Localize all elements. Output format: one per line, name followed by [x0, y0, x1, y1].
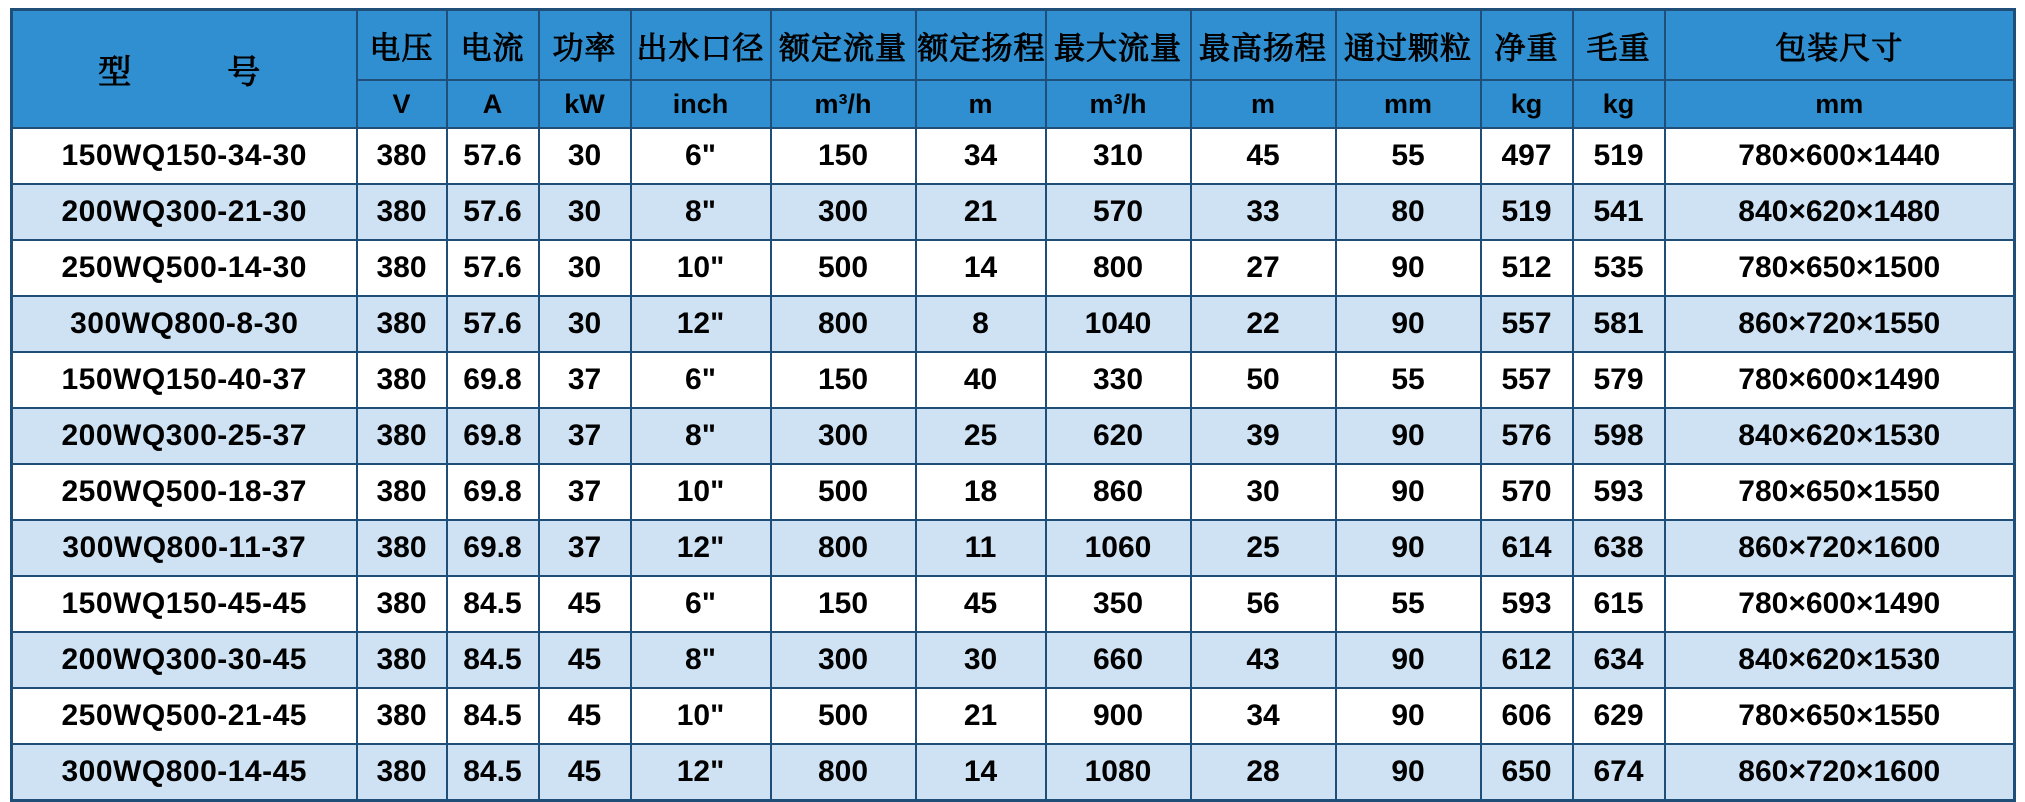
- table-cell: 34: [916, 128, 1046, 184]
- table-cell: 21: [916, 688, 1046, 744]
- table-row: [12, 240, 2015, 296]
- table-cell: 69.8: [447, 408, 539, 464]
- table-cell: 300: [771, 632, 916, 688]
- table-header: [12, 10, 2015, 129]
- table-cell: 380: [357, 296, 447, 352]
- table-cell: 12": [631, 296, 771, 352]
- table-cell: 800: [1046, 240, 1191, 296]
- table-cell: 860×720×1600: [1665, 744, 2015, 801]
- table-cell: 780×650×1550: [1665, 688, 2015, 744]
- column-header-current: 电流: [447, 10, 539, 81]
- table-cell: 380: [357, 240, 447, 296]
- table-cell: 780×600×1440: [1665, 128, 2015, 184]
- table-cell: 55: [1336, 128, 1481, 184]
- column-header-package-size: 包装尺寸: [1665, 10, 2015, 81]
- table-cell: 860×720×1550: [1665, 296, 2015, 352]
- table-cell: 612: [1481, 632, 1573, 688]
- pump-specification-table: [10, 8, 2016, 802]
- table-cell: 21: [916, 184, 1046, 240]
- unit-header-rated-head: m: [916, 80, 1046, 128]
- table-cell: 40: [916, 352, 1046, 408]
- unit-header-voltage: V: [357, 80, 447, 128]
- table-cell: 50: [1191, 352, 1336, 408]
- table-cell: 497: [1481, 128, 1573, 184]
- table-cell: 90: [1336, 520, 1481, 576]
- table-cell: 57.6: [447, 184, 539, 240]
- table-cell: 380: [357, 688, 447, 744]
- table-cell: 37: [539, 408, 631, 464]
- table-cell: 674: [1573, 744, 1665, 801]
- table-cell: 84.5: [447, 688, 539, 744]
- table-row: [12, 408, 2015, 464]
- table-row: [12, 296, 2015, 352]
- table-cell: 860: [1046, 464, 1191, 520]
- table-cell: 6": [631, 352, 771, 408]
- table-row: [12, 184, 2015, 240]
- table-cell: 800: [771, 296, 916, 352]
- cell-model: 150WQ150-45-45: [12, 576, 357, 632]
- table-cell: 34: [1191, 688, 1336, 744]
- table-cell: 593: [1573, 464, 1665, 520]
- cell-model: 300WQ800-14-45: [12, 744, 357, 801]
- table-cell: 380: [357, 128, 447, 184]
- table-cell: 380: [357, 408, 447, 464]
- column-header-particle-size: 通过颗粒: [1336, 10, 1481, 81]
- table-cell: 33: [1191, 184, 1336, 240]
- table-cell: 37: [539, 520, 631, 576]
- table-cell: 780×600×1490: [1665, 576, 2015, 632]
- unit-header-particle-size: mm: [1336, 80, 1481, 128]
- table-cell: 614: [1481, 520, 1573, 576]
- table-cell: 840×620×1530: [1665, 632, 2015, 688]
- table-cell: 860×720×1600: [1665, 520, 2015, 576]
- table-cell: 557: [1481, 352, 1573, 408]
- table-header-row-main: [12, 10, 2015, 81]
- table-cell: 900: [1046, 688, 1191, 744]
- table-cell: 69.8: [447, 352, 539, 408]
- cell-model: 150WQ150-40-37: [12, 352, 357, 408]
- table-cell: 8": [631, 408, 771, 464]
- column-header-gross-weight: 毛重: [1573, 10, 1665, 81]
- unit-header-power: kW: [539, 80, 631, 128]
- column-header-power: 功率: [539, 10, 631, 81]
- column-header-max-head: 最高扬程: [1191, 10, 1336, 81]
- table-cell: 11: [916, 520, 1046, 576]
- table-cell: 780×650×1500: [1665, 240, 2015, 296]
- table-cell: 45: [539, 576, 631, 632]
- table-cell: 84.5: [447, 576, 539, 632]
- table-cell: 1060: [1046, 520, 1191, 576]
- table-cell: 37: [539, 464, 631, 520]
- cell-model: 150WQ150-34-30: [12, 128, 357, 184]
- cell-model: 200WQ300-25-37: [12, 408, 357, 464]
- unit-header-current: A: [447, 80, 539, 128]
- unit-header-net-weight: kg: [1481, 80, 1573, 128]
- table-cell: 310: [1046, 128, 1191, 184]
- table-cell: 1080: [1046, 744, 1191, 801]
- table-cell: 8": [631, 632, 771, 688]
- table-cell: 30: [539, 240, 631, 296]
- table-row: [12, 520, 2015, 576]
- table-cell: 535: [1573, 240, 1665, 296]
- table-cell: 30: [916, 632, 1046, 688]
- table-body: [12, 128, 2015, 801]
- table-cell: 25: [1191, 520, 1336, 576]
- table-cell: 55: [1336, 352, 1481, 408]
- table-cell: 25: [916, 408, 1046, 464]
- table-cell: 28: [1191, 744, 1336, 801]
- table-row: [12, 352, 2015, 408]
- unit-header-max-head: m: [1191, 80, 1336, 128]
- table-cell: 593: [1481, 576, 1573, 632]
- table-cell: 30: [1191, 464, 1336, 520]
- table-cell: 380: [357, 632, 447, 688]
- table-cell: 55: [1336, 576, 1481, 632]
- table-cell: 6": [631, 576, 771, 632]
- table-cell: 90: [1336, 296, 1481, 352]
- table-cell: 300: [771, 184, 916, 240]
- table-cell: 570: [1481, 464, 1573, 520]
- table-row: [12, 744, 2015, 801]
- table-cell: 45: [539, 688, 631, 744]
- table-cell: 620: [1046, 408, 1191, 464]
- table-cell: 576: [1481, 408, 1573, 464]
- table-cell: 638: [1573, 520, 1665, 576]
- table-cell: 350: [1046, 576, 1191, 632]
- table-cell: 840×620×1480: [1665, 184, 2015, 240]
- cell-model: 250WQ500-18-37: [12, 464, 357, 520]
- column-header-outlet-diameter: 出水口径: [631, 10, 771, 81]
- table-cell: 57.6: [447, 240, 539, 296]
- column-header-model: 型 号: [12, 10, 357, 129]
- table-cell: 780×600×1490: [1665, 352, 2015, 408]
- table-cell: 90: [1336, 632, 1481, 688]
- table-cell: 500: [771, 464, 916, 520]
- table-cell: 598: [1573, 408, 1665, 464]
- table-cell: 90: [1336, 408, 1481, 464]
- table-cell: 380: [357, 744, 447, 801]
- table-cell: 45: [916, 576, 1046, 632]
- table-row: [12, 576, 2015, 632]
- table-cell: 43: [1191, 632, 1336, 688]
- table-cell: 579: [1573, 352, 1665, 408]
- table-cell: 8: [916, 296, 1046, 352]
- table-cell: 1040: [1046, 296, 1191, 352]
- table-cell: 150: [771, 352, 916, 408]
- table-cell: 39: [1191, 408, 1336, 464]
- table-cell: 800: [771, 744, 916, 801]
- table-cell: 69.8: [447, 464, 539, 520]
- cell-model: 300WQ800-8-30: [12, 296, 357, 352]
- table-cell: 22: [1191, 296, 1336, 352]
- table-cell: 780×650×1550: [1665, 464, 2015, 520]
- table-cell: 541: [1573, 184, 1665, 240]
- table-row: [12, 128, 2015, 184]
- table-cell: 615: [1573, 576, 1665, 632]
- column-header-net-weight: 净重: [1481, 10, 1573, 81]
- table-cell: 90: [1336, 744, 1481, 801]
- table-cell: 6": [631, 128, 771, 184]
- table-cell: 8": [631, 184, 771, 240]
- column-header-rated-flow: 额定流量: [771, 10, 916, 81]
- table-cell: 380: [357, 464, 447, 520]
- table-cell: 519: [1573, 128, 1665, 184]
- column-header-rated-head: 额定扬程: [916, 10, 1046, 81]
- table-cell: 606: [1481, 688, 1573, 744]
- unit-header-outlet-diameter: inch: [631, 80, 771, 128]
- unit-header-gross-weight: kg: [1573, 80, 1665, 128]
- table-cell: 557: [1481, 296, 1573, 352]
- table-cell: 90: [1336, 688, 1481, 744]
- table-cell: 800: [771, 520, 916, 576]
- table-cell: 56: [1191, 576, 1336, 632]
- cell-model: 300WQ800-11-37: [12, 520, 357, 576]
- table-row: [12, 632, 2015, 688]
- table-cell: 10": [631, 240, 771, 296]
- unit-header-package-size: mm: [1665, 80, 2015, 128]
- table-cell: 84.5: [447, 632, 539, 688]
- table-cell: 18: [916, 464, 1046, 520]
- table-cell: 45: [1191, 128, 1336, 184]
- table-cell: 512: [1481, 240, 1573, 296]
- table-cell: 90: [1336, 240, 1481, 296]
- table-cell: 12": [631, 520, 771, 576]
- table-cell: 500: [771, 688, 916, 744]
- cell-model: 250WQ500-14-30: [12, 240, 357, 296]
- table-cell: 840×620×1530: [1665, 408, 2015, 464]
- table-cell: 634: [1573, 632, 1665, 688]
- table-cell: 37: [539, 352, 631, 408]
- table-cell: 330: [1046, 352, 1191, 408]
- table-cell: 30: [539, 128, 631, 184]
- cell-model: 250WQ500-21-45: [12, 688, 357, 744]
- table-cell: 10": [631, 464, 771, 520]
- table-cell: 90: [1336, 464, 1481, 520]
- table-cell: 80: [1336, 184, 1481, 240]
- table-cell: 650: [1481, 744, 1573, 801]
- table-cell: 69.8: [447, 520, 539, 576]
- table-row: [12, 464, 2015, 520]
- table-cell: 12": [631, 744, 771, 801]
- table-cell: 30: [539, 296, 631, 352]
- table-cell: 10": [631, 688, 771, 744]
- table-cell: 150: [771, 576, 916, 632]
- table-cell: 84.5: [447, 744, 539, 801]
- table-cell: 14: [916, 240, 1046, 296]
- column-header-max-flow: 最大流量: [1046, 10, 1191, 81]
- table-cell: 57.6: [447, 128, 539, 184]
- table-cell: 57.6: [447, 296, 539, 352]
- table-cell: 27: [1191, 240, 1336, 296]
- table-cell: 660: [1046, 632, 1191, 688]
- table-cell: 45: [539, 744, 631, 801]
- table-cell: 500: [771, 240, 916, 296]
- table-cell: 380: [357, 184, 447, 240]
- table-cell: 380: [357, 520, 447, 576]
- cell-model: 200WQ300-21-30: [12, 184, 357, 240]
- cell-model: 200WQ300-30-45: [12, 632, 357, 688]
- table-cell: 45: [539, 632, 631, 688]
- column-header-voltage: 电压: [357, 10, 447, 81]
- table-cell: 300: [771, 408, 916, 464]
- table-cell: 570: [1046, 184, 1191, 240]
- table-cell: 150: [771, 128, 916, 184]
- table-row: [12, 688, 2015, 744]
- table-cell: 629: [1573, 688, 1665, 744]
- table-cell: 581: [1573, 296, 1665, 352]
- table-cell: 30: [539, 184, 631, 240]
- table-cell: 14: [916, 744, 1046, 801]
- unit-header-max-flow: m³/h: [1046, 80, 1191, 128]
- table-cell: 519: [1481, 184, 1573, 240]
- unit-header-rated-flow: m³/h: [771, 80, 916, 128]
- table-cell: 380: [357, 576, 447, 632]
- table-cell: 380: [357, 352, 447, 408]
